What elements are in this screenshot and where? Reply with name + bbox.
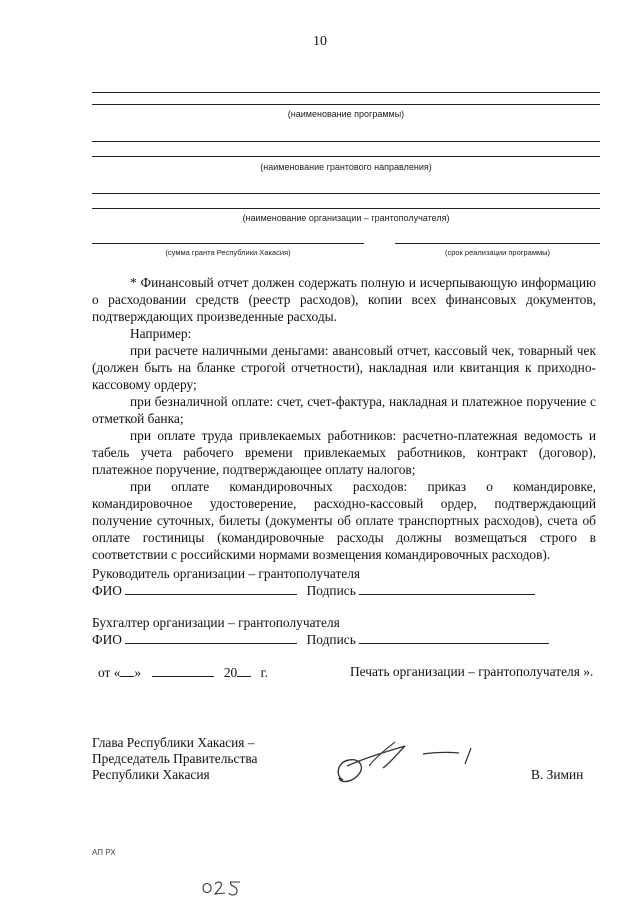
- stamp-label: Печать организации – грантополучателя ».: [350, 664, 594, 679]
- year-suffix: г.: [260, 665, 268, 680]
- sign-field: [359, 582, 535, 595]
- program-name-line: [92, 104, 600, 105]
- sign-label: Подпись: [306, 632, 356, 647]
- grant-sum-caption: (сумма гранта Республики Хакасия): [165, 248, 291, 257]
- sign-field: [359, 631, 549, 644]
- footnote-cash-paragraph: при расчете наличными деньгами: авансовый отчет, кассовый чек, товарный чек (должен быть на бланке строгой отчетности), накладная или квитанция к приходно-кассовому ордеру;: [92, 343, 596, 392]
- fio-label: ФИО: [92, 632, 122, 647]
- grant-direction-line: [92, 156, 600, 157]
- program-term-line: [395, 243, 600, 244]
- footnote-example-label: Например:: [130, 326, 192, 341]
- organization-name-line: [92, 208, 600, 209]
- footnote-cashless-paragraph: при безналичной оплате: счет, счет-фактура, накладная и платежное поручение с отметкой банка;: [92, 394, 596, 426]
- fio-field: [125, 631, 297, 644]
- footnote-paragraph: * Финансовый отчет должен содержать полную и исчерпывающую информацию о расходовании средств (реестр расходов), копии всех финансовых документов, подтверждающих произведенные расходы.: [92, 275, 596, 324]
- form-line: [92, 141, 600, 142]
- fio-label: ФИО: [92, 583, 122, 598]
- organization-name-caption: (наименование организации – грантополучателя): [242, 213, 450, 223]
- program-term-caption: (срок реализации программы): [444, 248, 551, 257]
- footnote-labor-paragraph: при оплате труда привлекаемых работников: расчетно-платежная ведомость и табель учета рабочего времени привлекаемых работников, контракт (договор), платежное поручение, подтверждающее оплату налогов;: [92, 428, 596, 477]
- archive-code: АП РХ: [92, 848, 116, 857]
- date-quote-close: »: [134, 665, 142, 680]
- program-name-caption: (наименование программы): [287, 109, 405, 119]
- page-number: 10: [313, 34, 327, 49]
- official-title-line1: Глава Республики Хакасия –: [92, 735, 255, 750]
- form-line: [92, 92, 600, 93]
- handwritten-mark: [200, 872, 246, 898]
- grant-sum-line: [92, 243, 364, 244]
- date-prefix: от «: [98, 665, 121, 680]
- official-name: В. Зимин: [531, 767, 584, 782]
- day-field: [120, 664, 134, 677]
- head-title: Руководитель организации – грантополучателя: [92, 566, 361, 581]
- official-title-line2: Председатель Правительства: [92, 751, 258, 766]
- handwritten-signature: [325, 732, 485, 792]
- form-line: [92, 193, 600, 194]
- fio-field: [125, 582, 297, 595]
- month-field: [152, 664, 214, 677]
- date-row: [98, 664, 268, 681]
- year-prefix: 20: [223, 665, 238, 680]
- sign-label: Подпись: [306, 583, 356, 598]
- official-title-line3: Республики Хакасия: [92, 767, 210, 782]
- accountant-signature-row: [92, 631, 549, 648]
- accountant-title: Бухгалтер организации – грантополучателя: [92, 615, 340, 630]
- footnote-travel-paragraph: при оплате командировочных расходов: приказ о командировке, командировочное удостоверение, расходно-кассовый ордер, подтверждающий получение суточных, билеты (документы об оплате транспортных расходов), счета об оплате гостиницы (командировочные расходы должны возмещаться строго в соответствии с российскими нормами возмещения командировочных расходов).: [92, 479, 596, 562]
- grant-direction-caption: (наименование грантового направления): [260, 162, 432, 172]
- year-field: [237, 664, 251, 677]
- footnote-block: [92, 274, 596, 563]
- head-signature-row: [92, 582, 535, 599]
